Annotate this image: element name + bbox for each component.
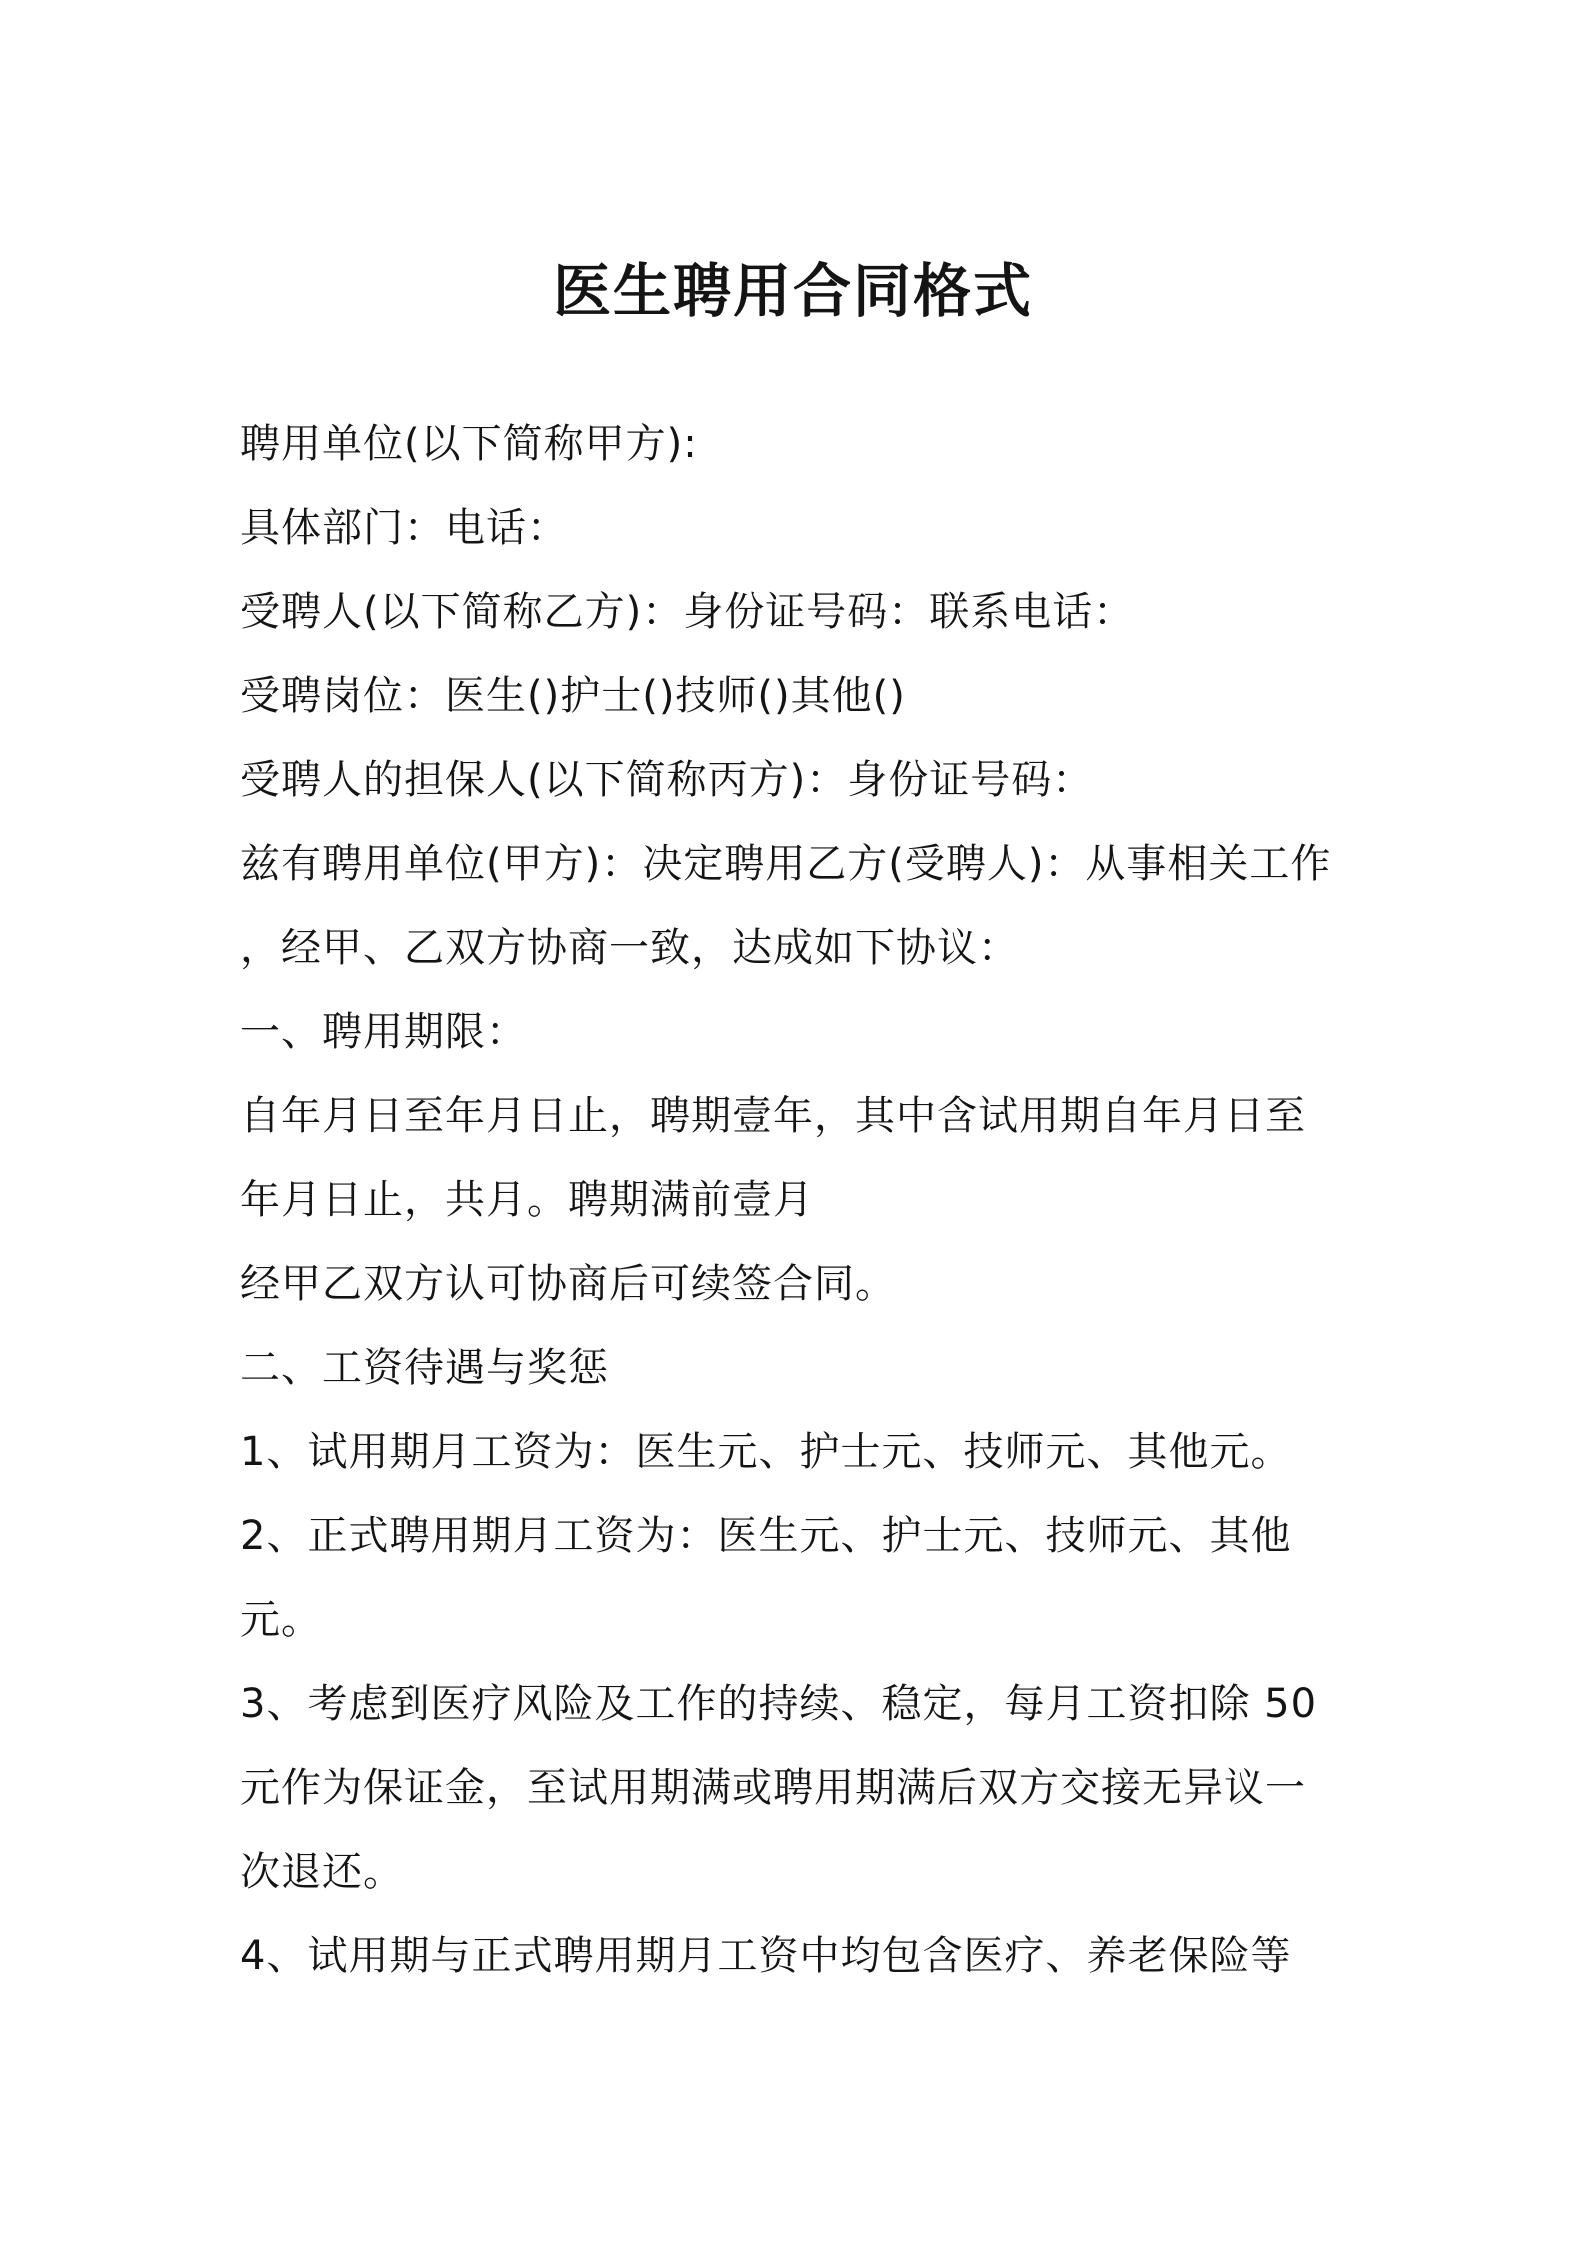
text-line: 元作为保证金，至试用期满或聘用期满后双方交接无异议一 [240, 1765, 1306, 1811]
text-line: 一、聘用期限： [240, 1009, 527, 1055]
text-line: 自年月日至年月日止，聘期壹年，其中含试用期自年月日至 [240, 1093, 1306, 1139]
document-title: 医生聘用合同格式 [552, 257, 1033, 325]
text-line: 经甲乙双方认可协商后可续签合同。 [240, 1261, 896, 1307]
text-line: ，经甲、乙双方协商一致，达成如下协议： [240, 925, 1019, 971]
text-line: 聘用单位(以下简称甲方): [240, 421, 698, 467]
text-line: 兹有聘用单位(甲方)：决定聘用乙方(受聘人)：从事相关工作 [240, 841, 1332, 887]
text-line: 受聘人(以下简称乙方)：身份证号码：联系电话： [240, 589, 1135, 635]
text-line: 具体部门：电话： [240, 505, 568, 551]
text-line: 二、工资待遇与奖惩 [240, 1345, 609, 1391]
text-line: 1、试用期月工资为：医生元、护士元、技师元、其他元。 [240, 1429, 1292, 1475]
text-line: 年月日止，共月。聘期满前壹月 [240, 1177, 814, 1223]
text-line: 2、正式聘用期月工资为：医生元、护士元、技师元、其他 [240, 1513, 1292, 1559]
text-line: 次退还。 [240, 1849, 404, 1895]
text-line: 4、试用期与正式聘用期月工资中均包含医疗、养老保险等 [240, 1933, 1292, 1979]
text-line: 受聘岗位：医生()护士()技师()其他() [240, 673, 906, 719]
text-line: 元。 [240, 1597, 322, 1643]
text-line: 受聘人的担保人(以下简称丙方)：身份证号码： [240, 757, 1094, 803]
text-line: 3、考虑到医疗风险及工作的持续、稳定，每月工资扣除 50 [240, 1681, 1318, 1727]
